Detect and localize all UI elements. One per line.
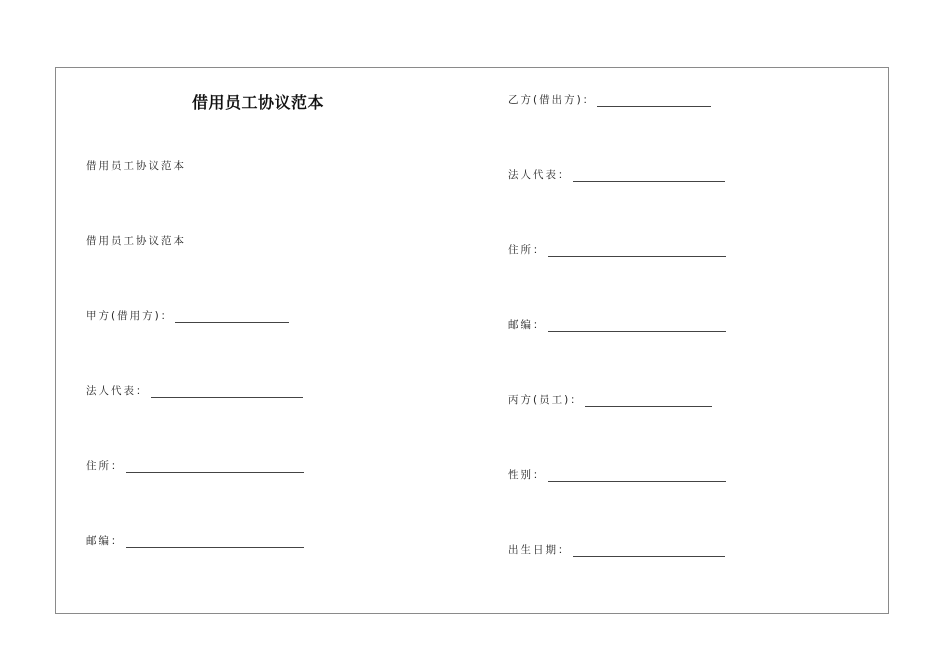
party-a-address-blank[interactable] (126, 462, 304, 473)
party-b-address-row (508, 243, 726, 257)
party-a-address-label: 住所： (86, 460, 124, 472)
party-a-row (86, 309, 289, 323)
birthdate-label: 出生日期： (508, 544, 571, 556)
party-b-postcode-label: 邮编： (508, 319, 546, 331)
subtitle-line-1 (86, 159, 186, 173)
party-b-postcode-row (508, 318, 726, 332)
gender-label: 性别： (508, 469, 546, 481)
party-a-postcode-label: 邮编： (86, 535, 124, 547)
birthdate-row (508, 543, 725, 557)
gender-row (508, 468, 726, 482)
subtitle-text-2: 借用员工协议范本 (86, 235, 186, 247)
party-b-rep-blank[interactable] (573, 171, 725, 182)
party-b-label: 乙方(借出方)： (508, 94, 596, 106)
party-c-row (508, 393, 712, 407)
party-a-postcode-row (86, 534, 304, 548)
document-title: 借用员工协议范本 (192, 93, 325, 112)
party-a-rep-label: 法人代表： (86, 385, 149, 397)
party-b-address-label: 住所： (508, 244, 546, 256)
party-a-blank[interactable] (175, 312, 289, 323)
party-b-row (508, 93, 711, 107)
party-b-rep-label: 法人代表： (508, 169, 571, 181)
party-a-postcode-blank[interactable] (126, 537, 304, 548)
birthdate-blank[interactable] (573, 546, 725, 557)
party-a-label: 甲方(借用方)： (86, 310, 174, 322)
party-b-address-blank[interactable] (548, 246, 726, 257)
subtitle-line-2 (86, 234, 186, 248)
party-b-blank[interactable] (597, 96, 711, 107)
party-a-address-row (86, 459, 304, 473)
party-a-rep-row (86, 384, 303, 398)
subtitle-text-1: 借用员工协议范本 (86, 160, 186, 172)
party-a-rep-blank[interactable] (151, 387, 303, 398)
party-c-blank[interactable] (585, 396, 712, 407)
gender-blank[interactable] (548, 471, 726, 482)
party-b-rep-row (508, 168, 725, 182)
document-page (55, 67, 889, 614)
party-b-postcode-blank[interactable] (548, 321, 726, 332)
party-c-label: 丙方(员工)： (508, 394, 583, 406)
